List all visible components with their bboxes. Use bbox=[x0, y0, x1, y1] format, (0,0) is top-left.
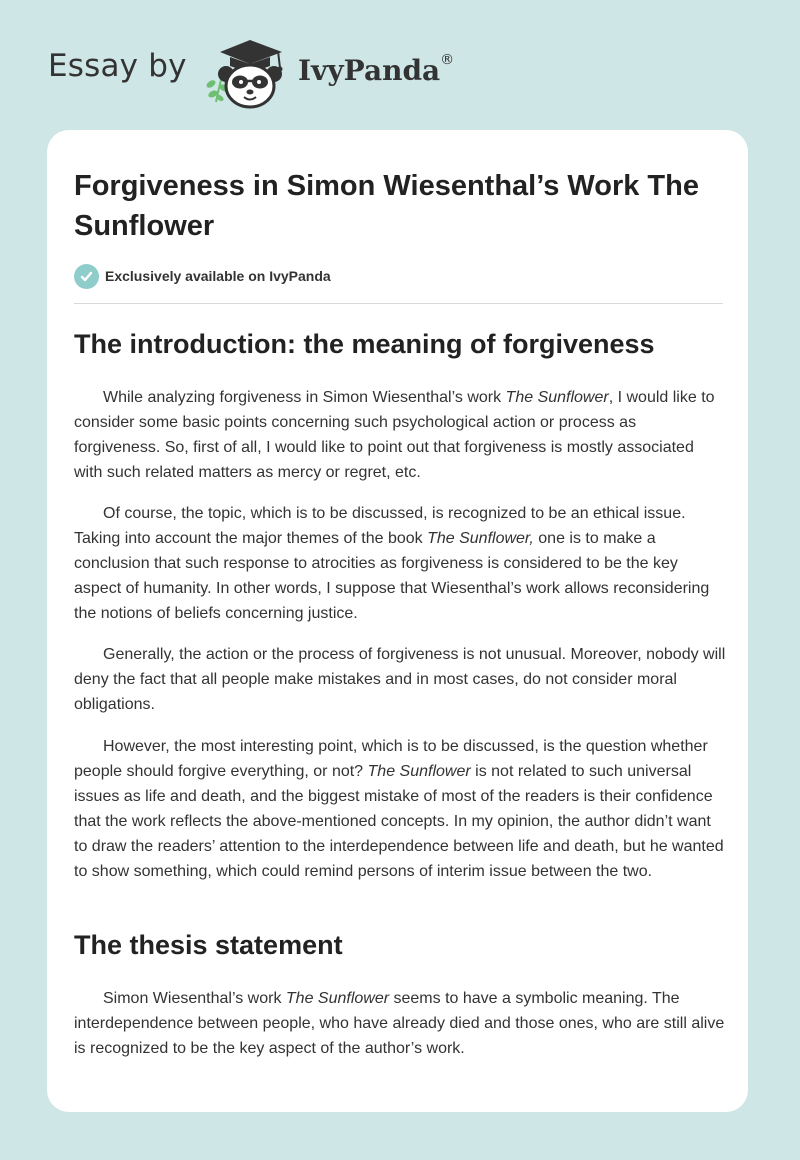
exclusive-badge bbox=[74, 263, 331, 289]
paragraph: However, the most interesting point, which is to be discussed, is the question whether people should forgive everything, or not? The Sunflower is not related to such universal issues as life and death, and the biggest mistake of most of the readers is their confidence that the work reflects the above-mentioned concepts. In my opinion, the author didn’t want to draw the readers’ attention to the interdependence between life and death, but he wanted to show something, which could remind persons of interim issue between the two. bbox=[74, 738, 724, 880]
brand-name[interactable]: IvyPanda® bbox=[298, 52, 455, 87]
site-header bbox=[48, 30, 548, 110]
divider bbox=[74, 303, 723, 304]
section-heading: The thesis statement bbox=[74, 930, 343, 960]
paragraph: Simon Wiesenthal’s work The Sunflower seems to have a symbolic meaning. The interdependence between people, who have already died and those ones, who are still alive is recognized to be the key aspect of the author’s work. bbox=[74, 990, 725, 1057]
section-heading: The introduction: the meaning of forgiveness bbox=[74, 329, 655, 359]
badge-label: Exclusively available on IvyPanda bbox=[105, 268, 331, 284]
article-card bbox=[47, 130, 748, 1112]
paragraph: Of course, the topic, which is to be discussed, is recognized to be an ethical issue. Taking into account the major themes of the book The Sunflower, one is to make a conclusion that such response to atrocities as forgiveness is considered to be the key aspect of humanity. In other words, I suppose that Wiesenthal’s work allows reconsidering the notions of beliefs concerning justice. bbox=[74, 505, 710, 622]
registered-mark: ® bbox=[440, 52, 455, 68]
paragraph: Generally, the action or the process of forgiveness is not unusual. Moreover, nobody will deny the fact that all people make mistakes and in most cases, do not consider moral obligations. bbox=[74, 646, 726, 713]
essay-by-label: Essay by bbox=[48, 48, 187, 84]
check-icon bbox=[74, 264, 99, 289]
article-title: Forgiveness in Simon Wiesenthal’s Work The Sunflower bbox=[74, 170, 699, 242]
paragraph: While analyzing forgiveness in Simon Wiesenthal’s work The Sunflower, I would like to consider some basic points concerning such psychological action or process as forgiveness. So, first of all, I would like to point out that forgiveness is mostly associated with such related matters as mercy or regret, etc. bbox=[74, 389, 715, 481]
panda-logo-icon[interactable] bbox=[200, 36, 294, 110]
